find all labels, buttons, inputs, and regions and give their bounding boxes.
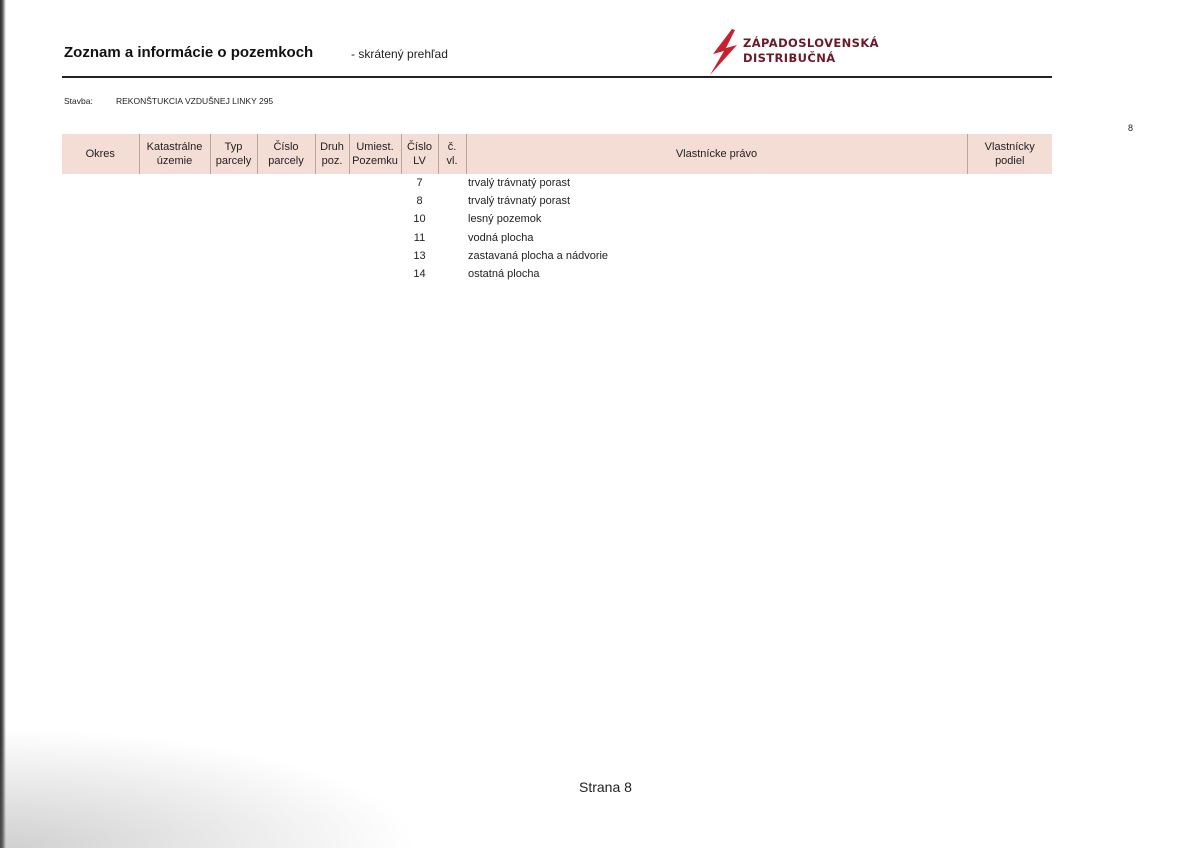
table-row <box>62 174 1052 192</box>
row-land-type: trvalý trávnatý porast <box>468 195 571 208</box>
stavba-label: Stavba: <box>64 96 93 106</box>
page-number: Strana 8 <box>579 779 632 795</box>
lightning-bolt-icon <box>708 28 742 76</box>
row-lv: 7 <box>416 177 423 190</box>
row-lv: 8 <box>416 195 423 208</box>
col-header-cislo-parcely: Číslo parcely <box>257 134 315 174</box>
row-land-type: trvalý trávnatý porast <box>468 177 571 190</box>
row-lv: 13 <box>413 249 426 262</box>
stavba-value: REKONŠTUKCIA VZDUŠNEJ LINKY 295 <box>116 96 274 106</box>
logo-text <box>743 36 879 66</box>
col-header-vlastnicky-podiel: Vlastnícky podiel <box>967 134 1052 174</box>
col-header-umiest-pozemku: Umiest. Pozemku <box>349 134 401 174</box>
company-logo <box>708 28 888 76</box>
page-subtitle: - skrátený prehľad <box>351 47 448 61</box>
row-land-type: zastavaná plocha a nádvorie <box>468 249 609 262</box>
col-header-katastralne-uzemie: Katastrálne územie <box>139 134 210 174</box>
table-row <box>62 229 1052 247</box>
col-header-cislo-lv: Číslo LV <box>401 134 438 174</box>
page-title: Zoznam a informácie o pozemkoch <box>64 44 314 61</box>
logo-line-1: ZÁPADOSLOVENSKÁ <box>743 36 879 50</box>
logo-line-2: DISTRIBUČNÁ <box>743 51 836 65</box>
table-row <box>62 210 1052 228</box>
col-header-druh-poz: Druh poz. <box>315 134 349 174</box>
table-row <box>62 192 1052 210</box>
row-lv: 10 <box>413 213 426 226</box>
row-land-type: lesný pozemok <box>468 213 542 226</box>
row-land-type: ostatná plocha <box>468 268 540 281</box>
parcels-table <box>62 134 1052 283</box>
row-lv: 11 <box>413 231 426 244</box>
col-header-typ-parcely: Typ parcely <box>210 134 257 174</box>
table-header-row <box>62 134 1052 174</box>
col-header-okres: Okres <box>62 134 139 174</box>
table-row <box>62 265 1052 283</box>
row-land-type: vodná plocha <box>468 231 534 244</box>
scan-shadow <box>0 728 420 848</box>
header-rule <box>62 76 1052 78</box>
scan-edge <box>0 0 6 848</box>
col-header-vlastnicke-pravo: Vlastnícke právo <box>466 134 967 174</box>
col-header-c-vl: č. vl. <box>438 134 466 174</box>
page-corner-number: 8 <box>1128 123 1134 133</box>
row-lv: 14 <box>413 268 426 281</box>
table-row <box>62 247 1052 265</box>
